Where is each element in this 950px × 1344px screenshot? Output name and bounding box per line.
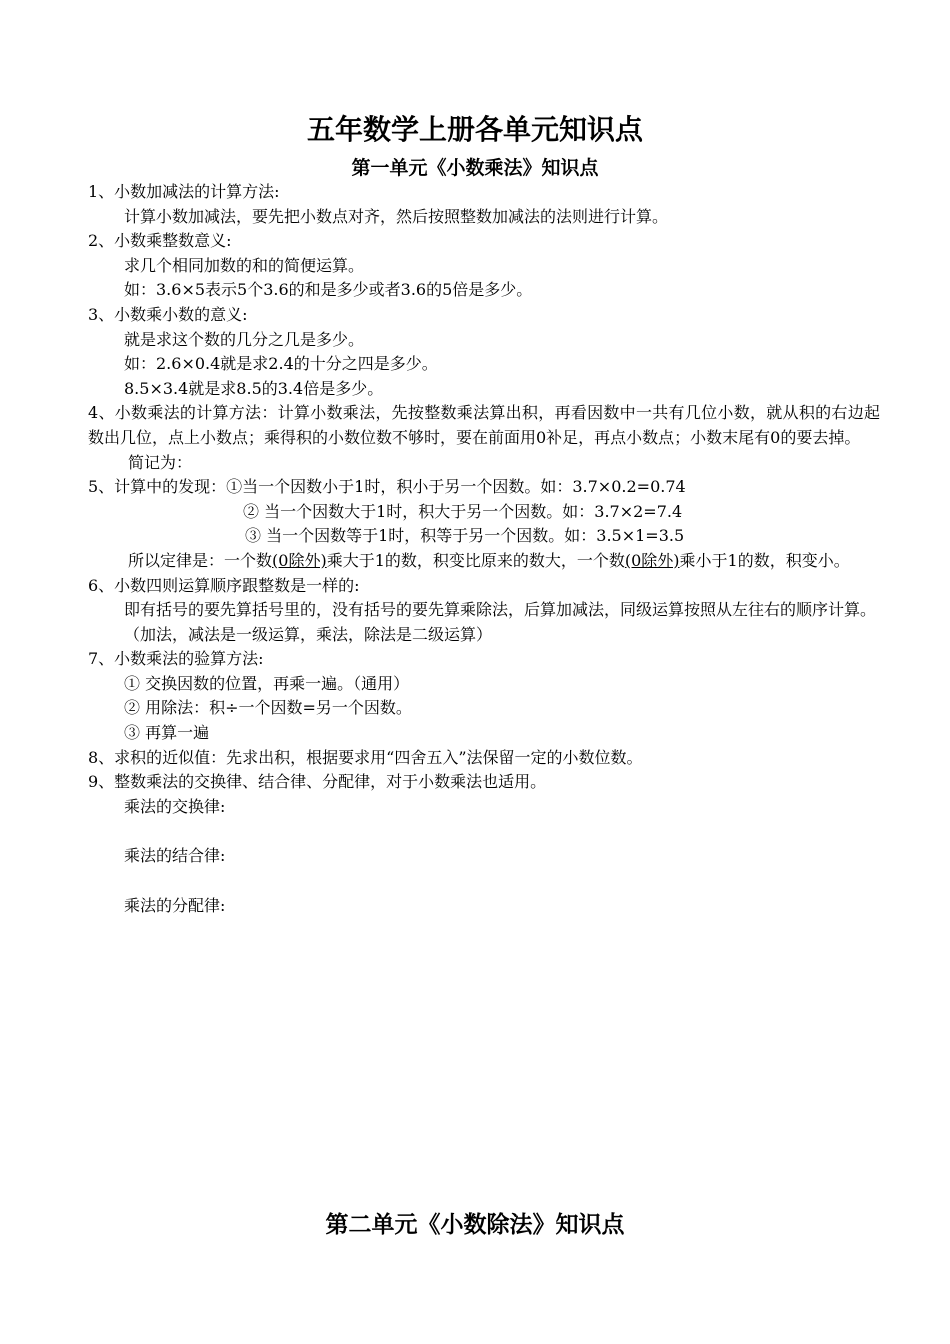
section-5-rule-part-c: 乘小于1的数，积变小。 [679,550,850,570]
section-7-method-1: ① 交换因数的位置，再乘一遍。（通用） [124,673,410,693]
section-6-heading: 6、小数四则运算顺序跟整数是一样的: [88,575,360,595]
section-4-note: 简记为： [128,452,193,472]
section-5-line-2: ② 当一个因数大于1时，积大于另一个因数。如：3.7×2=7.4 [243,501,683,521]
section-5-rule [88,549,880,574]
section-9-law-commutative: 乘法的交换律: [124,796,226,816]
unit1-content [88,180,880,919]
section-3-example-2: 8.5×3.4就是求8.5的3.4倍是多少。 [124,378,384,398]
section-5-rule-part-b: 乘大于1的数，积变比原来的数大，一个数 [326,550,625,570]
unit2-title: 第二单元《小数除法》知识点 [325,1211,625,1238]
unit1-title: 第一单元《小数乘法》知识点 [351,157,599,179]
section-5-rule-exception-1: (0除外) [272,550,327,570]
section-1-line: 计算小数加减法，要先把小数点对齐，然后按照整数加减法的法则进行计算。 [124,206,669,226]
section-5-line-3: ③ 当一个因数等于1时，积等于另一个因数。如：3.5×1=3.5 [245,526,685,546]
section-8-heading: 8、求积的近似值：先求出积，根据要求用“四舍五入”法保留一定的小数位数。 [88,747,643,767]
section-9-law-associative: 乘法的结合律: [124,846,226,866]
section-2-line: 求几个相同加数的和的简便运算。 [124,255,365,275]
section-7-method-2: ② 用除法：积÷一个因数=另一个因数。 [124,698,412,718]
section-7-method-3: ③ 再算一遍 [124,723,210,743]
section-7-heading: 7、小数乘法的验算方法: [88,649,264,669]
section-9-heading: 9、整数乘法的交换律、结合律、分配律，对于小数乘法也适用。 [88,772,547,792]
section-3-heading: 3、小数乘小数的意义: [88,304,248,324]
section-5-rule-exception-2: (0除外) [624,550,680,570]
section-6-note: （加法，减法是一级运算，乘法，除法是二级运算） [124,624,493,644]
section-3-example-1: 如：2.6×0.4就是求2.4的十分之四是多少。 [124,354,438,374]
section-5-rule-part-a: 所以定律是：一个数 [128,550,273,570]
section-2-heading: 2、小数乘整数意义: [88,231,232,251]
section-9-law-distributive: 乘法的分配律: [124,896,226,916]
section-2-example: 如：3.6×5表示5个3.6的和是多少或者3.6的5倍是多少。 [124,280,533,300]
section-1-heading: 1、小数加减法的计算方法: [88,182,280,201]
section-5-heading: 5、计算中的发现：①当一个因数小于1时，积小于另一个因数。如：3.7×0.2=0.74 [88,477,686,497]
section-4-text: 4、小数乘法的计算方法：计算小数乘法，先按整数乘法算出积，再看因数中一共有几位小数，就从积的右边起数出几位，点上小数点；乘得积的小数位数不够时，要在前面用0补足，再点小数点；小数末尾有0的要去掉。 [88,403,880,447]
section-3-line: 就是求这个数的几分之几是多少。 [124,329,365,349]
section-6-text: 即有括号的要先算括号里的，没有括号的要先算乘除法，后算加减法，同级运算按照从左往右的顺序计算。 [124,600,877,620]
document-title: 五年数学上册各单元知识点 [306,113,643,146]
